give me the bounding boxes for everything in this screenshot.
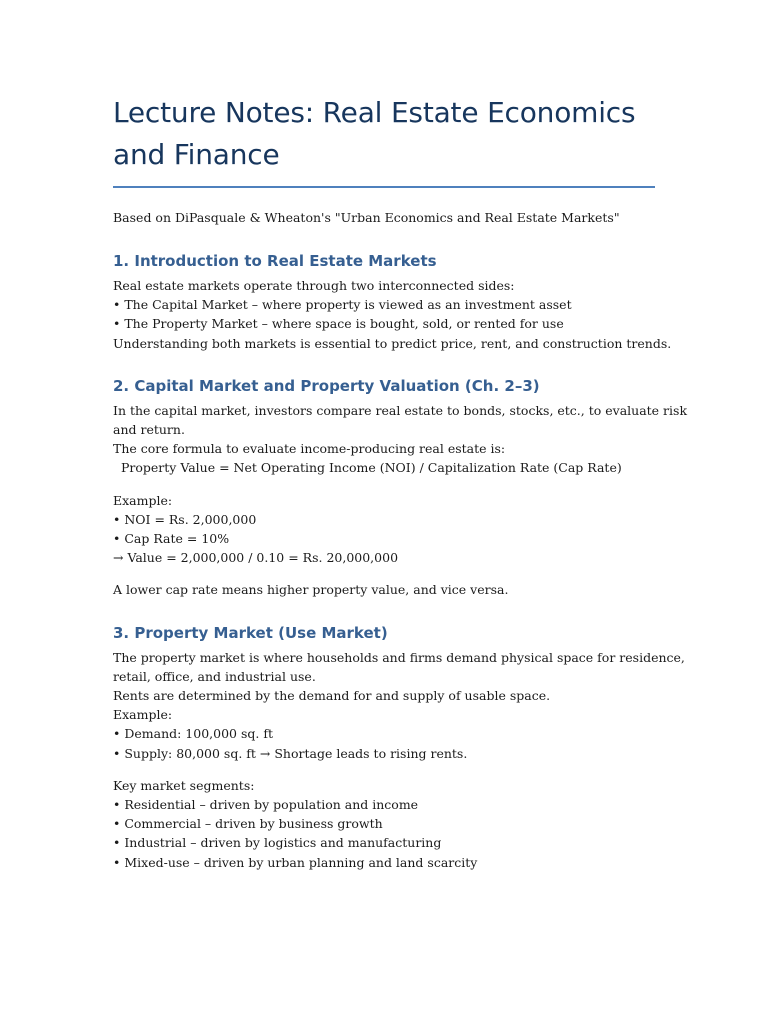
segment-item: • Industrial – driven by logistics and manufacturing	[113, 835, 442, 851]
section-1-bullet: • The Capital Market – where property is viewed as an investment asset	[113, 297, 572, 313]
section-3-example-label: Example:	[113, 707, 173, 723]
segments-label: Key market segments:	[113, 777, 255, 793]
section-3-line: The property market is where households and firms demand physical space for residence,	[113, 649, 685, 665]
document-title	[113, 92, 658, 176]
segment-item: • Residential – driven by population and income	[113, 797, 419, 813]
document-subtitle: Based on DiPasquale & Wheaton's "Urban Economics and Real Estate Markets"	[113, 210, 620, 225]
section-1-line: Understanding both markets is essential to predict price, rent, and construction trends.	[113, 335, 672, 351]
section-1-bullet: • The Property Market – where space is bought, sold, or rented for use	[113, 316, 564, 332]
section-2-conclusion: A lower cap rate means higher property value, and vice versa.	[113, 582, 509, 598]
section-1-heading: 1. Introduction to Real Estate Markets	[113, 252, 437, 270]
title-line-2: and Finance	[113, 138, 280, 171]
example-label: Example:	[113, 492, 173, 508]
spacer	[113, 763, 658, 776]
title-underline	[113, 186, 655, 188]
section-3-bullet: • Demand: 100,000 sq. ft	[113, 726, 273, 742]
section-2-line: and return.	[113, 422, 185, 438]
section-2-line: In the capital market, investors compare real estate to bonds, stocks, etc., to evaluate risk	[113, 402, 688, 418]
section-3-line: retail, office, and industrial use.	[113, 668, 316, 684]
segment-item: • Commercial – driven by business growth	[113, 816, 383, 832]
section-3	[113, 622, 685, 872]
spacer	[113, 478, 658, 491]
section-2-line: The core formula to evaluate income-producing real estate is:	[113, 441, 506, 457]
example-bullet: • NOI = Rs. 2,000,000	[113, 511, 257, 527]
section-3-line: Rents are determined by the demand for and supply of usable space.	[113, 688, 551, 704]
spacer	[113, 567, 658, 580]
section-1-line: Real estate markets operate through two interconnected sides:	[113, 278, 515, 293]
section-1	[113, 250, 672, 353]
section-2	[113, 375, 688, 600]
example-result: → Value = 2,000,000 / 0.10 = Rs. 20,000,000	[113, 550, 399, 566]
section-3-bullet: • Supply: 80,000 sq. ft → Shortage leads to rising rents.	[113, 745, 468, 761]
segment-item: • Mixed-use – driven by urban planning and land scarcity	[113, 854, 478, 870]
valuation-formula: Property Value = Net Operating Income (NOI) / Capitalization Rate (Cap Rate)	[121, 460, 622, 476]
title-line-1: Lecture Notes: Real Estate Economics	[113, 96, 636, 129]
section-2-heading: 2. Capital Market and Property Valuation (Ch. 2–3)	[113, 376, 540, 395]
example-bullet: • Cap Rate = 10%	[113, 531, 230, 547]
section-3-heading: 3. Property Market (Use Market)	[113, 623, 388, 642]
